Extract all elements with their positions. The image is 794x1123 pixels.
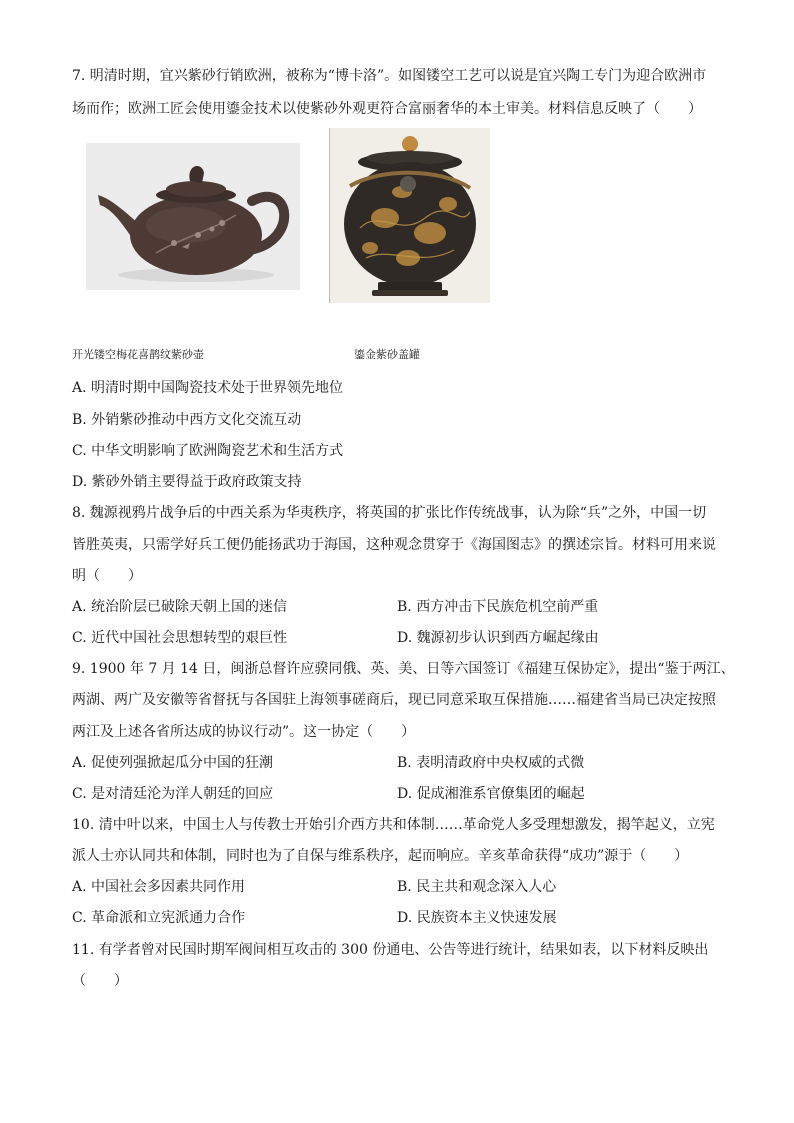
q7-stem-line2: 场而作；欧洲工匠会使用鎏金技术以使紫砂外观更符合富丽奢华的本土审美。材料信息反映了（ ） (72, 101, 702, 117)
gilt-jar-drawing (330, 128, 490, 303)
q7-option-a[interactable]: A. 明清时期中国陶瓷技术处于世界领先地位 (72, 380, 344, 396)
teapot-drawing (86, 143, 300, 290)
q8-option-d[interactable]: D. 魏源初步认识到西方崛起缘由 (397, 630, 599, 646)
teapot-caption: 开光镂空梅花喜鹊纹紫砂壶 (72, 348, 204, 361)
q9-option-d[interactable]: D. 促成湘淮系官僚集团的崛起 (397, 786, 585, 802)
q9-stem-line3: 两江及上述各省所达成的协议行动”。这一协定（ ） (72, 724, 416, 740)
q9-option-c[interactable]: C. 是对清廷沦为洋人朝廷的回应 (72, 786, 274, 802)
q7-stem-line1: 7. 明清时期，宜兴紫砂行销欧洲，被称为“博卡洛”。如图镂空工艺可以说是宜兴陶工专门为迎合欧洲市 (72, 68, 707, 84)
q9-stem-line1: 9. 1900 年 7 月 14 日，闽浙总督许应骙同俄、英、美、日等六国签订《福建互保协定》，提出“鉴于两江、 (72, 661, 735, 677)
q8-option-a[interactable]: A. 统治阶层已破除天朝上国的迷信 (72, 599, 288, 615)
teapot-image (86, 143, 300, 290)
q8-stem-line3: 明（ ） (72, 568, 142, 584)
q7-option-b[interactable]: B. 外销紫砂推动中西方文化交流互动 (72, 412, 302, 428)
gilt-jar-caption: 鎏金紫砂盖罐 (354, 348, 420, 361)
q9-option-a[interactable]: A. 促使列强掀起瓜分中国的狂潮 (72, 755, 274, 771)
q11-stem-line1: 11. 有学者曾对民国时期军阀间相互攻击的 300 份通电、公告等进行统计，结果如表，以下材料反映出 (72, 942, 709, 958)
q10-stem-line2: 派人士亦认同共和体制，同时也为了自保与维系秩序，起而响应。辛亥革命获得“成功”源于（ ） (72, 848, 689, 864)
gilt-jar-image (329, 128, 490, 303)
q10-option-b[interactable]: B. 民主共和观念深入人心 (397, 879, 557, 895)
q7-option-d[interactable]: D. 紫砂外销主要得益于政府政策支持 (72, 474, 302, 490)
q9-option-b[interactable]: B. 表明清政府中央权威的式微 (397, 755, 585, 771)
q10-option-a[interactable]: A. 中国社会多因素共同作用 (72, 879, 246, 895)
q10-option-d[interactable]: D. 民族资本主义快速发展 (397, 910, 557, 926)
q11-stem-line2: （ ） (72, 973, 128, 989)
q10-option-c[interactable]: C. 革命派和立宪派通力合作 (72, 910, 246, 926)
q7-option-c[interactable]: C. 中华文明影响了欧洲陶瓷艺术和生活方式 (72, 443, 344, 459)
q8-stem-line2: 皆胜英夷，只需学好兵工便仍能扬武功于海国，这种观念贯穿于《海国图志》的撰述宗旨。材料可用来说 (72, 537, 716, 553)
q8-option-b[interactable]: B. 西方冲击下民族危机空前严重 (397, 599, 599, 615)
q9-stem-line2: 两湖、两广及安徽等省督抚与各国驻上海领事磋商后，现已同意采取互保措施……福建省当局已决定按照 (72, 692, 716, 708)
q8-option-c[interactable]: C. 近代中国社会思想转型的艰巨性 (72, 630, 288, 646)
q10-stem-line1: 10. 清中叶以来，中国士人与传教士开始引介西方共和体制……革命党人多受理想激发，揭竿起义，立宪 (72, 817, 715, 833)
q8-stem-line1: 8. 魏源视鸦片战争后的中西关系为华夷秩序，将英国的扩张比作传统战事，认为除“兵”之外，中国一切 (72, 505, 707, 521)
